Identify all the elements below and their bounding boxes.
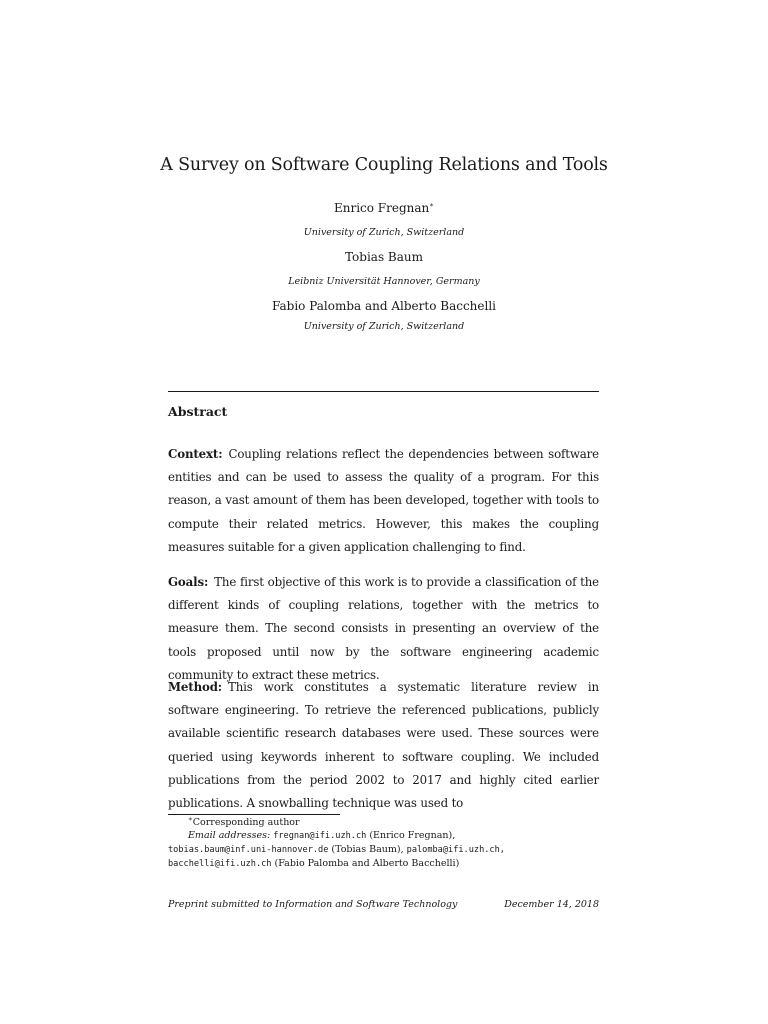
email-baum[interactable]: tobias.baum@inf.uni-hannover.de bbox=[168, 845, 329, 855]
author-3-affiliation: University of Zurich, Switzerland bbox=[303, 321, 465, 332]
footnote-email-line-3: bacchelli@ifi.uzh.ch (Fabio Palomba and Alberto Bacchelli) bbox=[168, 858, 460, 869]
author-2-affiliation: Leibniz Universität Hannover, Germany bbox=[288, 276, 480, 287]
author-1-name: Enrico Fregnan bbox=[333, 201, 430, 215]
email-palomba[interactable]: palomba@ifi.uzh.ch, bbox=[406, 845, 505, 855]
abstract-heading: Abstract bbox=[168, 404, 228, 419]
footnote-email-line-1: Email addresses: fregnan@ifi.uzh.ch (Enrico Fregnan), bbox=[188, 830, 456, 841]
context-label: Context: bbox=[168, 447, 223, 461]
footnote-rule bbox=[168, 814, 340, 815]
abstract-context bbox=[168, 443, 599, 559]
footnote-corresponding: ∗Corresponding author bbox=[188, 814, 300, 828]
paper-title: A Survey on Software Coupling Relations and Tools bbox=[160, 155, 608, 175]
abstract-top-rule bbox=[168, 391, 599, 392]
email-bacchelli[interactable]: bacchelli@ifi.uzh.ch bbox=[168, 859, 272, 869]
context-text: Coupling relations reflect the dependencies between software entities and can be used to assess the quality of a program. For this reason, a vast amount of them has been developed, together with tools to compute their related metrics. However, this makes the coupling measures suitable for a given application challenging to find. bbox=[168, 447, 599, 554]
method-label: Method: bbox=[168, 680, 223, 694]
goals-label: Goals: bbox=[168, 575, 209, 589]
author-2: Tobias Baum bbox=[344, 250, 424, 264]
footer-preprint-note: Preprint submitted to Information and Software Technology bbox=[168, 899, 458, 910]
footnote-email-line-2: tobias.baum@inf.uni-hannover.de (Tobias Baum), palomba@ifi.uzh.ch, bbox=[168, 844, 505, 855]
abstract-goals bbox=[168, 571, 599, 687]
abstract-method bbox=[168, 676, 599, 815]
author-1-footnote-mark: ∗ bbox=[429, 201, 435, 209]
footnote bbox=[168, 816, 599, 871]
author-1 bbox=[0, 201, 768, 215]
author-3: Fabio Palomba and Alberto Bacchelli bbox=[271, 299, 497, 313]
method-text: This work constitutes a systematic literature review in software engineering. To retrieve the referenced publications, publicly available scientific research databases were used. These sources were queried using keywords inherent to software coupling. We included publications from the period 2002 to 2017 and highly cited earlier publications. A snowballing technique was used to bbox=[168, 680, 599, 811]
author-1-affiliation: University of Zurich, Switzerland bbox=[303, 227, 465, 238]
footer-date: December 14, 2018 bbox=[504, 899, 599, 910]
email-fregnan[interactable]: fregnan@ifi.uzh.ch bbox=[273, 831, 367, 841]
goals-text: The first objective of this work is to provide a classification of the different kinds of coupling relations, together with the metrics to measure them. The second consists in presenting an overview of the tools proposed until now by the software engineering academic community to extract these metrics. bbox=[168, 575, 599, 682]
